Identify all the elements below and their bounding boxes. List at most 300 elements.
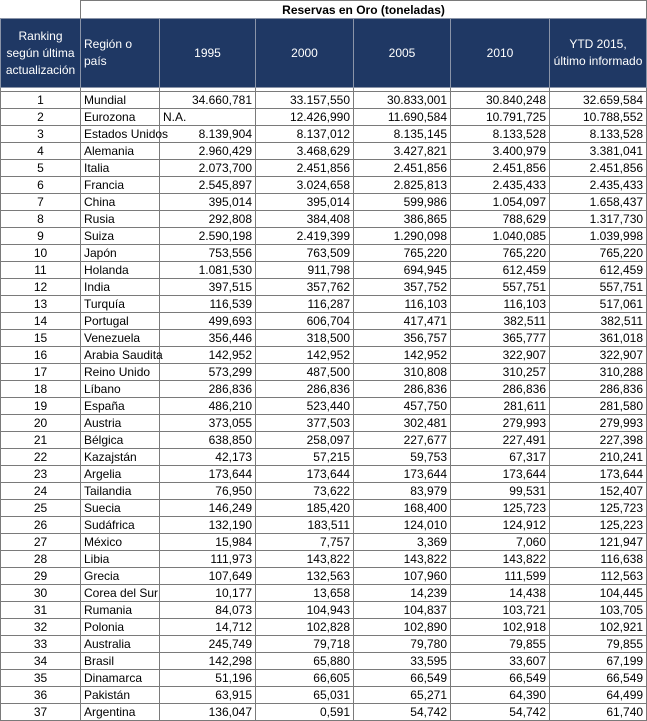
value-2010-cell: 557,751 (451, 279, 550, 296)
value-2000-cell: 116,287 (256, 296, 354, 313)
value-1995-cell: 486,210 (160, 398, 256, 415)
table-row (1, 262, 647, 279)
value-1995-cell: 146,249 (160, 500, 256, 517)
value-1995-cell: 8.139,904 (160, 126, 256, 143)
table-row (1, 228, 647, 245)
value-2005-cell: 357,752 (354, 279, 451, 296)
value-2000-cell: 65,031 (256, 687, 354, 704)
value-2005-cell: 457,750 (354, 398, 451, 415)
value-2000-cell: 487,500 (256, 364, 354, 381)
value-2005-cell: 227,677 (354, 432, 451, 449)
value-2000-cell: 8.137,012 (256, 126, 354, 143)
table-row (1, 381, 647, 398)
rank-cell: 26 (1, 517, 81, 534)
value-2000-cell: 102,828 (256, 619, 354, 636)
value-2000-cell: 357,762 (256, 279, 354, 296)
table-row (1, 619, 647, 636)
value-2000-cell: 143,822 (256, 551, 354, 568)
value-2000-cell: 395,014 (256, 194, 354, 211)
value-1995-cell: 76,950 (160, 483, 256, 500)
value-2000-cell: 606,704 (256, 313, 354, 330)
rank-cell: 32 (1, 619, 81, 636)
value-2005-cell: 599,986 (354, 194, 451, 211)
value-ytd-cell: 32.659,584 (550, 92, 647, 109)
value-1995-cell: 42,173 (160, 449, 256, 466)
value-2000-cell: 258,097 (256, 432, 354, 449)
country-cell: Brasil (81, 653, 160, 670)
value-2010-cell: 30.840,248 (451, 92, 550, 109)
value-ytd-cell: 10.788,552 (550, 109, 647, 126)
value-1995-cell: 142,298 (160, 653, 256, 670)
value-2010-cell: 111,599 (451, 568, 550, 585)
country-cell: Argentina (81, 704, 160, 721)
table-row (1, 704, 647, 721)
country-cell: Libia (81, 551, 160, 568)
value-2000-cell: 79,718 (256, 636, 354, 653)
value-ytd-cell: 281,580 (550, 398, 647, 415)
value-2005-cell: 33,595 (354, 653, 451, 670)
table-row (1, 92, 647, 109)
value-ytd-cell: 517,061 (550, 296, 647, 313)
country-cell: Italia (81, 160, 160, 177)
country-cell: Suiza (81, 228, 160, 245)
value-1995-cell: 10,177 (160, 585, 256, 602)
value-2000-cell: 286,836 (256, 381, 354, 398)
value-1995-cell: 111,973 (160, 551, 256, 568)
rank-cell: 3 (1, 126, 81, 143)
table-row (1, 534, 647, 551)
value-2010-cell: 279,993 (451, 415, 550, 432)
value-2010-cell: 54,742 (451, 704, 550, 721)
value-2005-cell: 765,220 (354, 245, 451, 262)
value-ytd-cell: 152,407 (550, 483, 647, 500)
country-cell: Turquía (81, 296, 160, 313)
value-ytd-cell: 310,288 (550, 364, 647, 381)
value-1995-cell: 499,693 (160, 313, 256, 330)
country-cell: Argelia (81, 466, 160, 483)
rank-cell: 24 (1, 483, 81, 500)
value-2010-cell: 322,907 (451, 347, 550, 364)
value-2010-cell: 10.791,725 (451, 109, 550, 126)
value-1995-cell: 286,836 (160, 381, 256, 398)
value-2010-cell: 365,777 (451, 330, 550, 347)
value-2000-cell: 73,622 (256, 483, 354, 500)
value-2000-cell: 173,644 (256, 466, 354, 483)
value-2010-cell: 286,836 (451, 381, 550, 398)
value-ytd-cell: 67,199 (550, 653, 647, 670)
rank-cell: 2 (1, 109, 81, 126)
table-row (1, 551, 647, 568)
table-row (1, 432, 647, 449)
table-row (1, 245, 647, 262)
rank-cell: 12 (1, 279, 81, 296)
country-cell: Líbano (81, 381, 160, 398)
value-2010-cell: 64,390 (451, 687, 550, 704)
table-row (1, 279, 647, 296)
rank-cell: 1 (1, 92, 81, 109)
value-2000-cell: 3.024,658 (256, 177, 354, 194)
value-1995-cell: 395,014 (160, 194, 256, 211)
value-1995-cell: 14,712 (160, 619, 256, 636)
table-row (1, 194, 647, 211)
table-row (1, 449, 647, 466)
header-rank: Ranking según última actualización (1, 19, 81, 88)
value-2010-cell: 116,103 (451, 296, 550, 313)
table-row (1, 517, 647, 534)
header-2005: 2005 (354, 19, 451, 88)
rank-cell: 17 (1, 364, 81, 381)
value-2005-cell: 286,836 (354, 381, 451, 398)
value-2005-cell: 54,742 (354, 704, 451, 721)
value-2005-cell: 694,945 (354, 262, 451, 279)
value-ytd-cell: 121,947 (550, 534, 647, 551)
country-cell: Arabia Saudita (81, 347, 160, 364)
value-2005-cell: 3.427,821 (354, 143, 451, 160)
value-2000-cell: 384,408 (256, 211, 354, 228)
value-ytd-cell: 1.658,437 (550, 194, 647, 211)
rank-cell: 7 (1, 194, 81, 211)
value-2000-cell: 377,503 (256, 415, 354, 432)
table-row (1, 602, 647, 619)
value-2010-cell: 79,855 (451, 636, 550, 653)
table-row (1, 466, 647, 483)
value-1995-cell: 116,539 (160, 296, 256, 313)
value-2010-cell: 382,511 (451, 313, 550, 330)
value-2010-cell: 1.040,085 (451, 228, 550, 245)
table-row (1, 398, 647, 415)
value-2010-cell: 102,918 (451, 619, 550, 636)
country-cell: Kazajstán (81, 449, 160, 466)
rank-cell: 20 (1, 415, 81, 432)
rank-cell: 8 (1, 211, 81, 228)
rank-cell: 10 (1, 245, 81, 262)
value-ytd-cell: 104,445 (550, 585, 647, 602)
value-ytd-cell: 102,921 (550, 619, 647, 636)
value-ytd-cell: 66,549 (550, 670, 647, 687)
value-ytd-cell: 61,740 (550, 704, 647, 721)
table-row (1, 313, 647, 330)
value-1995-cell: 245,749 (160, 636, 256, 653)
value-2010-cell: 124,912 (451, 517, 550, 534)
rank-cell: 33 (1, 636, 81, 653)
table-row (1, 109, 647, 126)
country-cell: España (81, 398, 160, 415)
value-2005-cell: 168,400 (354, 500, 451, 517)
table-row (1, 177, 647, 194)
table-row (1, 330, 647, 347)
value-ytd-cell: 322,907 (550, 347, 647, 364)
value-1995-cell: 753,556 (160, 245, 256, 262)
value-2010-cell: 103,721 (451, 602, 550, 619)
rank-cell: 9 (1, 228, 81, 245)
value-2005-cell: 65,271 (354, 687, 451, 704)
table-row (1, 483, 647, 500)
rank-cell: 27 (1, 534, 81, 551)
table-row (1, 143, 647, 160)
value-2000-cell: 142,952 (256, 347, 354, 364)
value-2005-cell: 11.690,584 (354, 109, 451, 126)
country-cell: Reino Unido (81, 364, 160, 381)
value-2010-cell: 788,629 (451, 211, 550, 228)
country-cell: Rumania (81, 602, 160, 619)
value-1995-cell: 397,515 (160, 279, 256, 296)
value-2005-cell: 79,780 (354, 636, 451, 653)
rank-cell: 21 (1, 432, 81, 449)
value-2000-cell: 911,798 (256, 262, 354, 279)
value-2010-cell: 3.400,979 (451, 143, 550, 160)
value-2010-cell: 33,607 (451, 653, 550, 670)
rank-cell: 35 (1, 670, 81, 687)
country-cell: Tailandia (81, 483, 160, 500)
rank-cell: 5 (1, 160, 81, 177)
value-ytd-cell: 382,511 (550, 313, 647, 330)
value-2000-cell: 3.468,629 (256, 143, 354, 160)
value-ytd-cell: 1.317,730 (550, 211, 647, 228)
value-2000-cell: 33.157,550 (256, 92, 354, 109)
rank-cell: 25 (1, 500, 81, 517)
value-2010-cell: 612,459 (451, 262, 550, 279)
value-2000-cell: 104,943 (256, 602, 354, 619)
value-2000-cell: 185,420 (256, 500, 354, 517)
table-row (1, 160, 647, 177)
value-2000-cell: 318,500 (256, 330, 354, 347)
table-row (1, 364, 647, 381)
value-2005-cell: 173,644 (354, 466, 451, 483)
rank-cell: 13 (1, 296, 81, 313)
value-2000-cell: 12.426,990 (256, 109, 354, 126)
table-row (1, 670, 647, 687)
value-2005-cell: 1.290,098 (354, 228, 451, 245)
rank-cell: 28 (1, 551, 81, 568)
rank-cell: 15 (1, 330, 81, 347)
value-ytd-cell: 1.039,998 (550, 228, 647, 245)
value-1995-cell: 173,644 (160, 466, 256, 483)
value-1995-cell: 51,196 (160, 670, 256, 687)
value-2005-cell: 83,979 (354, 483, 451, 500)
rank-cell: 34 (1, 653, 81, 670)
value-2010-cell: 14,438 (451, 585, 550, 602)
value-ytd-cell: 79,855 (550, 636, 647, 653)
value-1995-cell: 356,446 (160, 330, 256, 347)
value-1995-cell: N.A. (160, 109, 256, 126)
rank-cell: 14 (1, 313, 81, 330)
rank-cell: 11 (1, 262, 81, 279)
value-2005-cell: 66,549 (354, 670, 451, 687)
value-2005-cell: 8.135,145 (354, 126, 451, 143)
value-1995-cell: 2.073,700 (160, 160, 256, 177)
country-cell: Rusia (81, 211, 160, 228)
value-ytd-cell: 125,223 (550, 517, 647, 534)
value-1995-cell: 573,299 (160, 364, 256, 381)
value-1995-cell: 107,649 (160, 568, 256, 585)
value-ytd-cell: 557,751 (550, 279, 647, 296)
country-cell: Sudáfrica (81, 517, 160, 534)
value-1995-cell: 15,984 (160, 534, 256, 551)
rank-cell: 30 (1, 585, 81, 602)
value-ytd-cell: 64,499 (550, 687, 647, 704)
header-1995: 1995 (160, 19, 256, 88)
value-2000-cell: 763,509 (256, 245, 354, 262)
value-2010-cell: 125,723 (451, 500, 550, 517)
country-cell: Japón (81, 245, 160, 262)
rank-cell: 18 (1, 381, 81, 398)
country-cell: Polonia (81, 619, 160, 636)
value-2010-cell: 1.054,097 (451, 194, 550, 211)
country-cell: Austria (81, 415, 160, 432)
value-1995-cell: 292,808 (160, 211, 256, 228)
value-ytd-cell: 112,563 (550, 568, 647, 585)
value-1995-cell: 136,047 (160, 704, 256, 721)
title-blank-cell (1, 1, 81, 19)
value-2005-cell: 102,890 (354, 619, 451, 636)
value-1995-cell: 132,190 (160, 517, 256, 534)
country-cell: Grecia (81, 568, 160, 585)
value-2000-cell: 2.451,856 (256, 160, 354, 177)
country-cell: Portugal (81, 313, 160, 330)
country-cell: India (81, 279, 160, 296)
value-2010-cell: 173,644 (451, 466, 550, 483)
value-ytd-cell: 361,018 (550, 330, 647, 347)
rank-cell: 37 (1, 704, 81, 721)
country-cell: Holanda (81, 262, 160, 279)
country-cell: Pakistán (81, 687, 160, 704)
rank-cell: 22 (1, 449, 81, 466)
value-2010-cell: 99,531 (451, 483, 550, 500)
value-2000-cell: 7,757 (256, 534, 354, 551)
value-2005-cell: 386,865 (354, 211, 451, 228)
value-ytd-cell: 227,398 (550, 432, 647, 449)
table-row (1, 500, 647, 517)
value-1995-cell: 63,915 (160, 687, 256, 704)
country-cell: Bélgica (81, 432, 160, 449)
header-2000: 2000 (256, 19, 354, 88)
value-2010-cell: 66,549 (451, 670, 550, 687)
value-ytd-cell: 2.435,433 (550, 177, 647, 194)
value-ytd-cell: 103,705 (550, 602, 647, 619)
value-1995-cell: 142,952 (160, 347, 256, 364)
value-2000-cell: 183,511 (256, 517, 354, 534)
value-1995-cell: 34.660,781 (160, 92, 256, 109)
value-1995-cell: 1.081,530 (160, 262, 256, 279)
table-body (1, 92, 647, 721)
value-2000-cell: 66,605 (256, 670, 354, 687)
value-2005-cell: 124,010 (354, 517, 451, 534)
rank-cell: 23 (1, 466, 81, 483)
value-2010-cell: 143,822 (451, 551, 550, 568)
value-2010-cell: 2.451,856 (451, 160, 550, 177)
value-2005-cell: 30.833,001 (354, 92, 451, 109)
country-cell: Corea del Sur (81, 585, 160, 602)
value-2010-cell: 281,611 (451, 398, 550, 415)
value-2005-cell: 142,952 (354, 347, 451, 364)
value-ytd-cell: 3.381,041 (550, 143, 647, 160)
value-ytd-cell: 2.451,856 (550, 160, 647, 177)
header-2010: 2010 (451, 19, 550, 88)
value-2000-cell: 2.419,399 (256, 228, 354, 245)
rank-cell: 31 (1, 602, 81, 619)
value-2005-cell: 107,960 (354, 568, 451, 585)
value-1995-cell: 638,850 (160, 432, 256, 449)
country-cell: Dinamarca (81, 670, 160, 687)
value-1995-cell: 2.960,429 (160, 143, 256, 160)
value-2000-cell: 13,658 (256, 585, 354, 602)
country-cell: Eurozona (81, 109, 160, 126)
value-2010-cell: 7,060 (451, 534, 550, 551)
value-2005-cell: 356,757 (354, 330, 451, 347)
value-2005-cell: 3,369 (354, 534, 451, 551)
value-ytd-cell: 286,836 (550, 381, 647, 398)
table-row (1, 296, 647, 313)
table-row (1, 568, 647, 585)
rank-cell: 29 (1, 568, 81, 585)
value-2005-cell: 104,837 (354, 602, 451, 619)
value-2010-cell: 765,220 (451, 245, 550, 262)
rank-cell: 36 (1, 687, 81, 704)
value-ytd-cell: 116,638 (550, 551, 647, 568)
table-title: Reservas en Oro (toneladas) (81, 1, 647, 19)
value-1995-cell: 2.545,897 (160, 177, 256, 194)
table-row (1, 347, 647, 364)
value-ytd-cell: 125,723 (550, 500, 647, 517)
value-2005-cell: 116,103 (354, 296, 451, 313)
value-ytd-cell: 765,220 (550, 245, 647, 262)
header-ytd-2015: YTD 2015, último informado (550, 19, 647, 88)
table-row (1, 653, 647, 670)
value-2000-cell: 523,440 (256, 398, 354, 415)
value-ytd-cell: 173,644 (550, 466, 647, 483)
table-row (1, 687, 647, 704)
country-cell: México (81, 534, 160, 551)
value-2005-cell: 14,239 (354, 585, 451, 602)
value-2010-cell: 310,257 (451, 364, 550, 381)
value-2010-cell: 227,491 (451, 432, 550, 449)
country-cell: Suecia (81, 500, 160, 517)
table-row (1, 585, 647, 602)
value-2010-cell: 67,317 (451, 449, 550, 466)
rank-cell: 4 (1, 143, 81, 160)
value-2010-cell: 8.133,528 (451, 126, 550, 143)
value-2000-cell: 132,563 (256, 568, 354, 585)
value-2005-cell: 310,808 (354, 364, 451, 381)
table-row (1, 211, 647, 228)
table-row (1, 636, 647, 653)
country-cell: Australia (81, 636, 160, 653)
country-cell: Venezuela (81, 330, 160, 347)
value-2005-cell: 417,471 (354, 313, 451, 330)
rank-cell: 19 (1, 398, 81, 415)
country-cell: Alemania (81, 143, 160, 160)
value-2005-cell: 302,481 (354, 415, 451, 432)
country-cell: Mundial (81, 92, 160, 109)
country-cell: Estados Unidos (81, 126, 160, 143)
value-2005-cell: 59,753 (354, 449, 451, 466)
value-2005-cell: 2.451,856 (354, 160, 451, 177)
country-cell: China (81, 194, 160, 211)
country-cell: Francia (81, 177, 160, 194)
value-2000-cell: 57,215 (256, 449, 354, 466)
table-row (1, 126, 647, 143)
value-1995-cell: 84,073 (160, 602, 256, 619)
value-2010-cell: 2.435,433 (451, 177, 550, 194)
rank-cell: 16 (1, 347, 81, 364)
value-2005-cell: 143,822 (354, 551, 451, 568)
table-row (1, 415, 647, 432)
rank-cell: 6 (1, 177, 81, 194)
value-ytd-cell: 279,993 (550, 415, 647, 432)
value-2000-cell: 0,591 (256, 704, 354, 721)
value-2005-cell: 2.825,813 (354, 177, 451, 194)
value-1995-cell: 373,055 (160, 415, 256, 432)
